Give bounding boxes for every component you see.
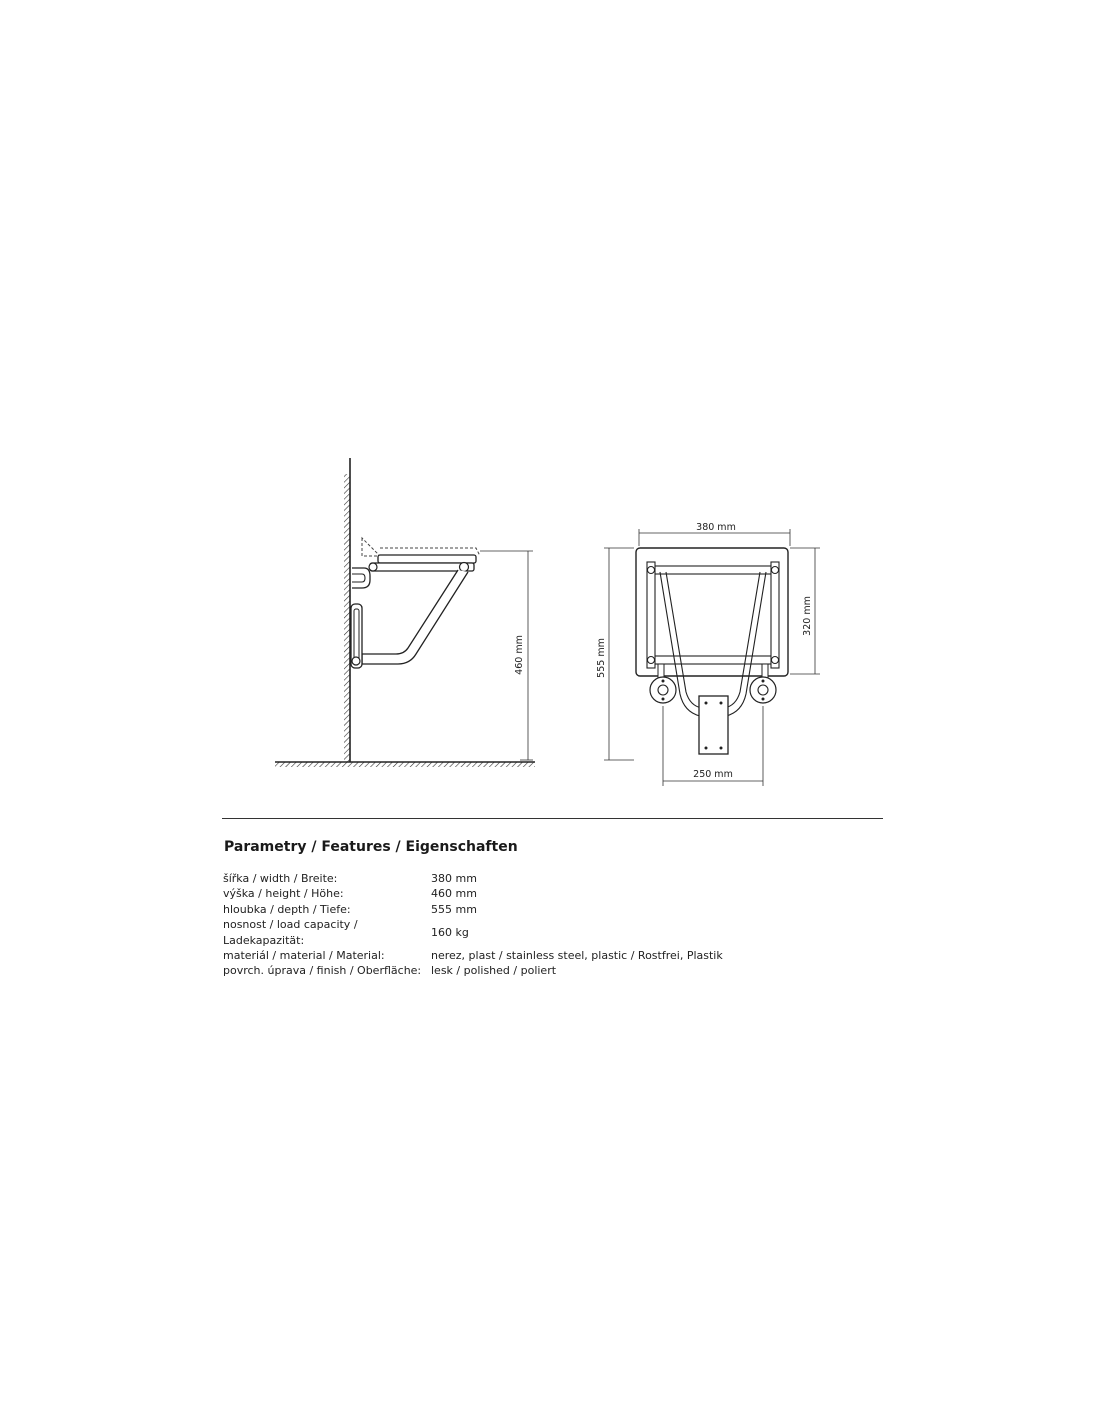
feature-label: povrch. úprava / finish / Oberfläche: <box>223 964 422 978</box>
feature-value: lesk / polished / poliert <box>431 964 557 978</box>
frame-bottom-bar <box>650 656 776 664</box>
section-divider <box>222 818 883 819</box>
feature-label: nosnost / load capacity / Ladekapazität: <box>223 918 358 947</box>
pivot-rear <box>369 563 377 571</box>
dim-height-label: 460 mm <box>514 635 525 675</box>
seat-frame <box>370 563 474 571</box>
feature-value: 555 mm <box>431 902 477 916</box>
table-row <box>223 886 723 901</box>
wall-hatch <box>344 474 350 762</box>
table-row <box>223 963 723 978</box>
pivot-front <box>460 563 469 572</box>
frame-right-rail <box>771 562 779 668</box>
folded-seat-outline <box>362 538 480 556</box>
table-row <box>223 871 723 886</box>
features-table <box>223 871 723 979</box>
feature-label: hloubka / depth / Tiefe: <box>223 902 351 916</box>
feature-value: 460 mm <box>431 887 477 901</box>
feature-label: šířka / width / Breite: <box>223 872 338 885</box>
feature-value: 380 mm <box>431 872 477 885</box>
table-row <box>223 948 723 963</box>
feature-label: výška / height / Höhe: <box>223 887 344 901</box>
pivot-lower <box>352 657 360 665</box>
dim-mount-spacing-label: 250 mm <box>693 769 733 780</box>
dim-depth-label: 555 mm <box>596 638 607 678</box>
dim-width-label: 380 mm <box>696 522 736 533</box>
center-wall-plate <box>699 696 728 754</box>
feature-value: nerez, plast / stainless steel, plastic / Rostfrei, Plastik <box>431 949 723 963</box>
frame-left-rail <box>647 562 655 668</box>
frame-top-bar <box>650 566 776 574</box>
table-row <box>223 902 723 917</box>
diagonal-leg <box>362 570 468 664</box>
feature-label: materiál / material / Material: <box>223 949 385 963</box>
feature-value: 160 kg <box>431 925 469 939</box>
upper-hook <box>352 568 370 588</box>
seat-plate <box>378 555 476 563</box>
front-view <box>596 522 820 786</box>
table-row <box>223 917 723 948</box>
features-heading: Parametry / Features / Eigenschaften <box>224 839 518 855</box>
dim-seat-depth-label: 320 mm <box>802 596 813 636</box>
side-view <box>275 458 535 767</box>
